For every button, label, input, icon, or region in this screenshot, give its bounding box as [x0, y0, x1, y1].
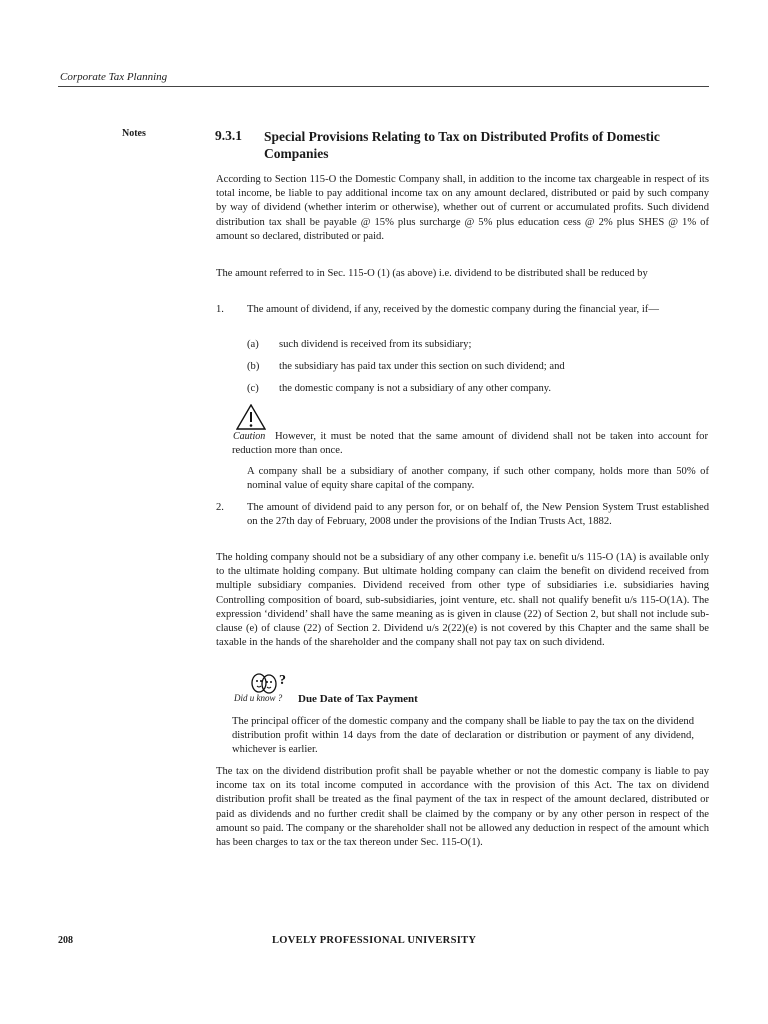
did-you-know-text: The principal officer of the domestic company and the company shall be liable to pay the tax on the dividend distribution profit within 14 days from the date of declaration or distribution or payment of any dividend, whichever is earlier.	[232, 716, 694, 756]
sub-item-c-text: the domestic company is not a subsidiary of any other company.	[279, 383, 552, 394]
section-title: Special Provisions Relating to Tax on Distributed Profits of Domestic Companies	[264, 129, 660, 161]
sub-item-b-text: the subsidiary has paid tax under this section on such dividend; and	[279, 361, 565, 372]
paragraph-holding-company: The holding company should not be a subsidiary of any other company i.e. benefit u/s 115-O (1A) is available only to the ultimate holding company. But ultimate holding company can claim the benefit on dividend received from multiple subsidiary companies. Dividend received from other type of subsidiaries i.e. subsidiaries having Controlling composition of board, sub-subsidiaries, joint venture, etc. shall not qualify benefit u/s 115-O(1A). The expression ‘dividend’ shall have the same meaning as is given in clause (22) of Section 2, but shall not include sub-clause (e) of clause (22) of Section 2. Dividend u/s 2(22)(e) is not covered by this Chapter and the same shall be taxable in the hands of the shareholder and the company shall not pay tax on such dividend.	[216, 552, 709, 649]
running-header: Corporate Tax Planning	[60, 71, 168, 83]
page-number: 208	[58, 935, 73, 946]
sub-item-a-label: (a)	[247, 339, 259, 350]
sub-item-b-label: (b)	[247, 361, 260, 372]
sub-item-c-label: (c)	[247, 383, 259, 394]
svg-text:?: ?	[279, 673, 286, 688]
header-rule	[58, 86, 709, 87]
caution-text: However, it must be noted that the same amount of dividend shall not be taken into account for reduction more than once.	[232, 431, 708, 457]
list-item-1-number: 1.	[216, 304, 224, 315]
list-item-2-text: The amount of dividend paid to any person for, or on behalf of, the New Pension System Trust established on the 27th day of February, 2008 under the provisions of the Indian Trusts Act, 1882.	[247, 502, 709, 528]
list-item-1-text: The amount of dividend, if any, received by the domestic company during the financial year, if—	[247, 304, 659, 315]
did-you-know-label: Did u know ?	[234, 693, 283, 703]
list-item-2-number: 2.	[216, 502, 224, 513]
did-you-know-heading: Due Date of Tax Payment	[298, 693, 418, 705]
paragraph-intro: According to Section 115-O the Domestic Company shall, in addition to the income tax chargeable in respect of its total income, be liable to pay additional income tax on any amount declared, distributed or paid by such company by way of dividend (whether interim or otherwise), whether out of current or accumulated profits. Such dividend distribution tax shall be payable @ 15% plus surcharge @ 5% plus education cess @ 2% plus SHES @ 1% of amount so declared, distributed or paid.	[216, 174, 709, 242]
subsidiary-note: A company shall be a subsidiary of another company, if such other company, holds more than 50% of nominal value of equity share capital of the company.	[247, 466, 709, 492]
paragraph-tax-payable: The tax on the dividend distribution profit shall be payable whether or not the domestic company is liable to pay income tax on its total income computed in accordance with the provision of this Act. The tax on dividend distribution profit shall be treated as the final payment of the tax in respect of the amount declared, distributed or paid as dividends and no further credit shall be claimed by the company or by any other person in respect of the amount so paid. The company or the shareholder shall not be allowed any deduction in respect of the amount which has been charges to tax or the tax thereon under Sec. 115-O(1).	[216, 766, 709, 849]
margin-notes-label: Notes	[122, 128, 146, 139]
section-number: 9.3.1	[215, 128, 242, 143]
caution-label: Caution	[233, 431, 266, 442]
paragraph-reduction: The amount referred to in Sec. 115-O (1) (as above) i.e. dividend to be distributed shall be reduced by	[216, 268, 648, 279]
footer-university: LOVELY PROFESSIONAL UNIVERSITY	[272, 935, 477, 946]
sub-item-a-text: such dividend is received from its subsidiary;	[279, 339, 472, 350]
